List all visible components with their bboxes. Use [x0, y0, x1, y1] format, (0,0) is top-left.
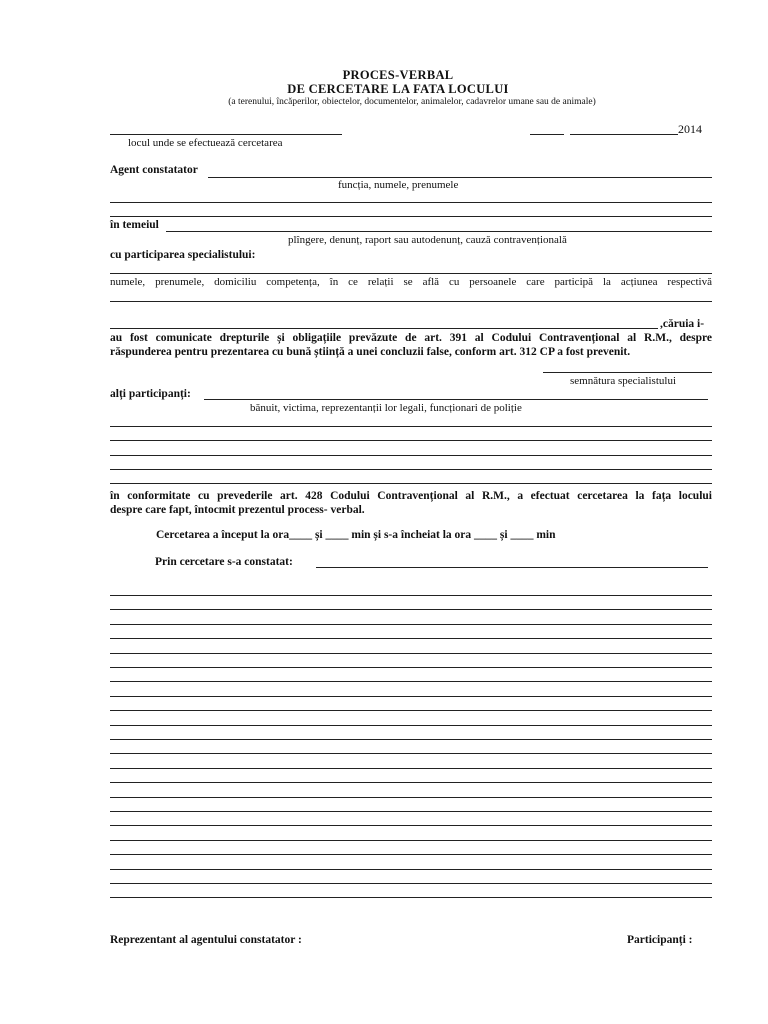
participants-line-6[interactable] — [110, 483, 712, 484]
findings-line[interactable] — [110, 681, 712, 682]
specialist-signature-line[interactable] — [543, 372, 712, 373]
specialist-caption: numele, prenumele, domiciliu competența, în ce relații se află cu persoanele care participă la acțiunea respectivă — [110, 276, 712, 288]
participants-caption: bănuit, victima, reprezentanții lor legali, funcționari de poliție — [250, 402, 522, 414]
conformity-line2: despre care fapt, întocmit prezentul process- verbal. — [110, 504, 365, 516]
findings-field-line[interactable] — [316, 567, 708, 568]
findings-line[interactable] — [110, 725, 712, 726]
findings-line[interactable] — [110, 883, 712, 884]
findings-line[interactable] — [110, 638, 712, 639]
specialist-line-2[interactable] — [110, 301, 712, 302]
participants-label: alți participanți: — [110, 388, 191, 400]
footer-participants-label: Participanți : — [627, 934, 693, 946]
footer-representative-label: Reprezentant al agentului constatator : — [110, 934, 302, 946]
findings-line[interactable] — [110, 869, 712, 870]
document-title-line2: DE CERCETARE LA FATA LOCULUI — [287, 82, 509, 96]
time-row-text: Cercetarea a început la ora____ și ____ min și s-a încheiat la ora ____ și ____ min — [156, 529, 556, 541]
location-caption: locul unde se efectuează cercetarea — [128, 137, 283, 149]
day-field-line[interactable] — [530, 134, 564, 135]
specialist-rights-line1: au fost comunicate drepturile și obligațiile prevăzute de art. 391 al Codului Contravențional al R.M., despre — [110, 332, 712, 344]
findings-line[interactable] — [110, 609, 712, 610]
agent-caption: funcția, numele, prenumele — [338, 179, 459, 191]
basis-field-line[interactable] — [166, 231, 712, 232]
participants-line-2[interactable] — [110, 426, 712, 427]
basis-caption: plîngere, denunț, raport sau autodenunț, cauză contravențională — [288, 234, 567, 246]
specialist-signature-caption: semnătura specialistului — [570, 375, 676, 387]
agent-extra-line[interactable] — [110, 202, 712, 203]
specialist-label: cu participarea specialistului: — [110, 249, 256, 261]
location-field-line[interactable] — [110, 134, 342, 135]
findings-line[interactable] — [110, 840, 712, 841]
findings-line[interactable] — [110, 667, 712, 668]
findings-line[interactable] — [110, 782, 712, 783]
participants-line-5[interactable] — [110, 469, 712, 470]
participants-field-line[interactable] — [204, 399, 708, 400]
findings-line[interactable] — [110, 653, 712, 654]
findings-line[interactable] — [110, 897, 712, 898]
participants-line-3[interactable] — [110, 440, 712, 441]
findings-line[interactable] — [110, 739, 712, 740]
month-field-line[interactable] — [570, 134, 678, 135]
specialist-field-line[interactable] — [110, 273, 712, 274]
agent-field-line[interactable] — [208, 177, 712, 178]
findings-line[interactable] — [110, 595, 712, 596]
basis-label: în temeiul — [110, 219, 159, 231]
basis-top-line[interactable] — [110, 216, 712, 217]
specialist-caruia-text: ,căruia i- — [660, 318, 705, 330]
findings-line[interactable] — [110, 624, 712, 625]
findings-line[interactable] — [110, 797, 712, 798]
findings-label: Prin cercetare s-a constatat: — [155, 556, 293, 568]
findings-line[interactable] — [110, 811, 712, 812]
findings-line[interactable] — [110, 696, 712, 697]
specialist-rights-line2: răspunderea pentru prezentarea cu bună știință a unei concluzii false, conform art. 312 CP a fost prevenit. — [110, 346, 631, 358]
findings-line[interactable] — [110, 825, 712, 826]
findings-line[interactable] — [110, 710, 712, 711]
document-title-line1: PROCES-VERBAL — [342, 68, 454, 82]
document-subtitle: (a terenului, încăperilor, obiectelor, documentelor, animalelor, cadavrelor umane sau de animale) — [228, 97, 596, 107]
document-year: 2014 — [678, 122, 702, 136]
agent-label: Agent constatator — [110, 164, 198, 176]
participants-line-4[interactable] — [110, 455, 712, 456]
findings-line[interactable] — [110, 768, 712, 769]
findings-line[interactable] — [110, 753, 712, 754]
specialist-line-3[interactable] — [110, 328, 658, 329]
conformity-line1: în conformitate cu prevederile art. 428 Codului Contravențional al R.M., a efectuat cercetarea la fața locului — [110, 490, 712, 502]
findings-line[interactable] — [110, 854, 712, 855]
